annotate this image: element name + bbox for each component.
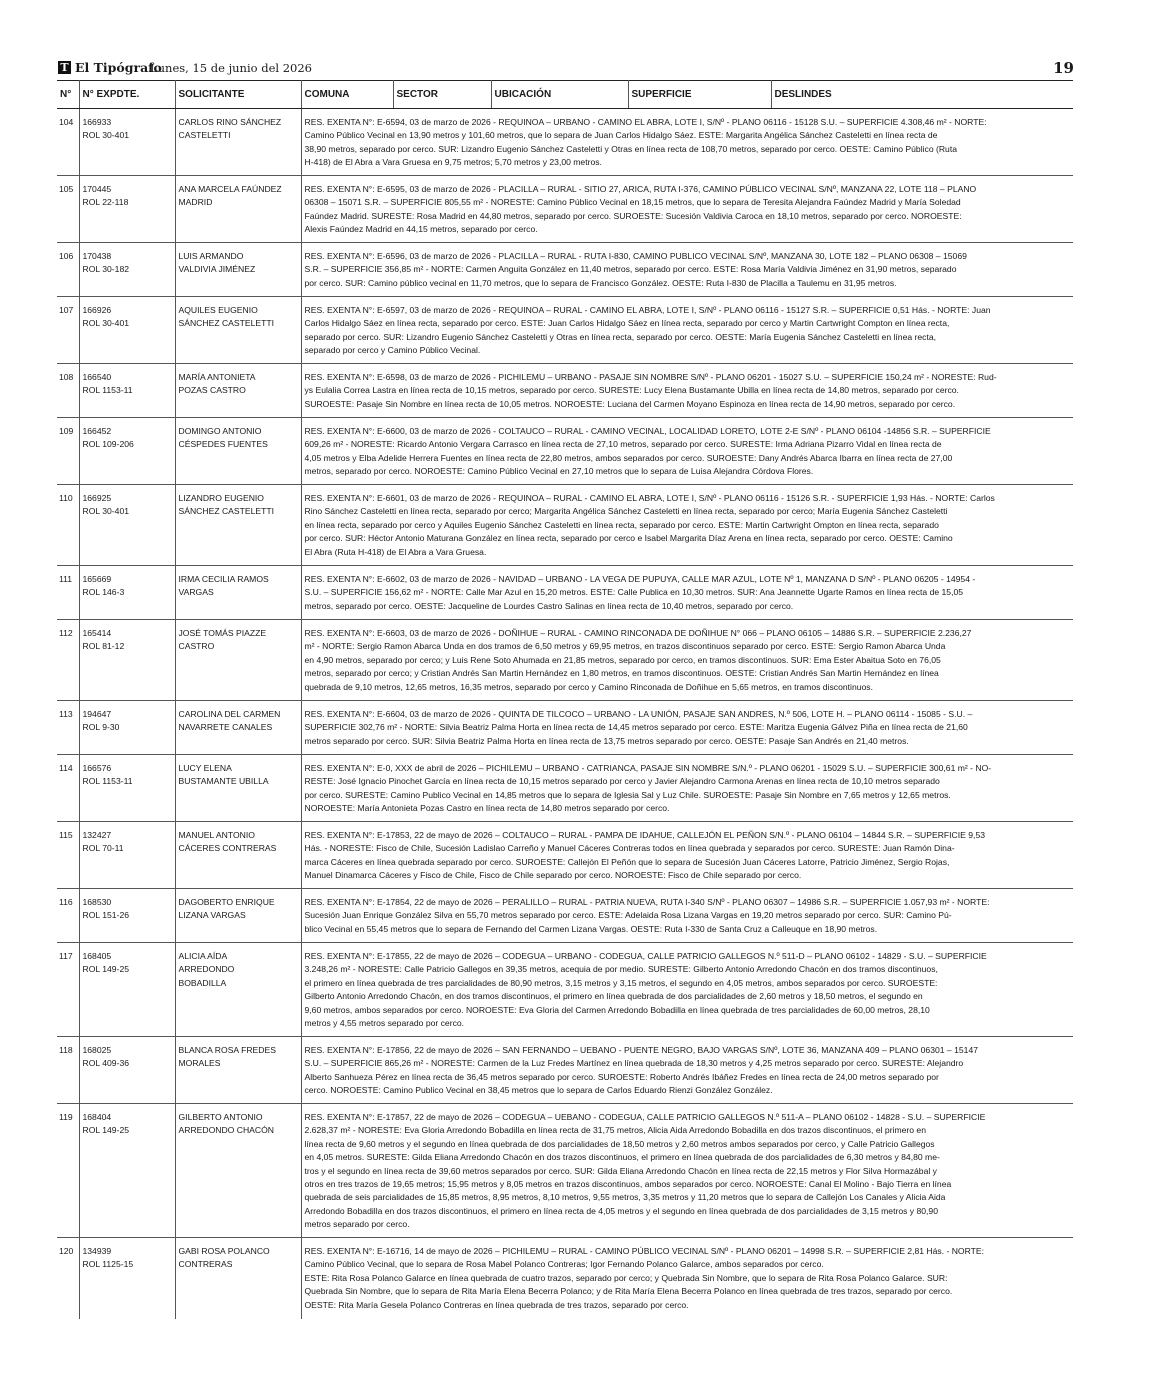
deslindes-text-line: RESTE: José Ignacio Pinochet García en línea recta de 10,15 metros separado por cerco y Javier Alejandro Carmona Arenas en línea recta de 10,10 metros separado [304, 776, 940, 787]
solicitante-cell [175, 1037, 301, 1104]
solicitante-name-line: LUCY ELENA [178, 763, 232, 773]
solicitante-cell [175, 566, 301, 620]
deslindes-cell [301, 364, 1073, 418]
solicitante-name-line: CÁCERES CONTRERAS [178, 843, 277, 854]
deslindes-text-line: 4,05 metros y Elba Adelide Herrera Fuentes en línea recta de 22,80 metros, ambos separados por cerco. SUROESTE: Dany Andrés Abarca Ibarra en línea recta de 27,00 [304, 452, 953, 463]
deslindes-text-line: 06308 – 15071 S.R. – SUPERFICIE 805,55 m² - NORESTE: Camino Público Vecinal en 18,15 metros, que lo separa de Teresita Alejandra Faúndez Madrid y María Soledad [304, 197, 961, 208]
column-header-deslindes: DESLINDES [771, 81, 1073, 109]
expediente-number: 168405 [82, 951, 112, 961]
deslindes-text-line: S.U. – SUPERFICIE 156,62 m² - NORTE: Calle Mar Azul en 15,20 metros. ESTE: Calle Publica en 10,30 metros. SUR: Ana Jeannette Ugarte Ramos en línea recta de 15,05 [304, 587, 964, 598]
table-body [57, 109, 1073, 1319]
row-number: 120 [57, 1238, 79, 1319]
rol-number: ROL 30-401 [82, 318, 129, 329]
solicitante-name-line: CAROLINA DEL CARMEN [178, 709, 281, 719]
rol-number: ROL 109-206 [82, 439, 134, 450]
deslindes-text-line: Carlos Hidalgo Sáez en línea recta, separado por cerco. ESTE: Juan Carlos Hidalgo Sáez en línea recta, separado por cerco y Martin Cartwright Compton en línea recta, [304, 318, 950, 329]
solicitante-name-line: MARÍA ANTONIETA [178, 372, 256, 382]
deslindes-text-line: RES. EXENTA N°: E-0, XXX de abril de 2026 – PICHILEMU – URBANO - CATRIANCA, PASAJE SIN NOMBRE S/N.º - PLANO 06201 - 15029 S.U. – SUPERFICIE 300,61 m² - NO- [304, 763, 992, 773]
deslindes-cell [301, 755, 1073, 822]
solicitante-cell [175, 889, 301, 943]
newspaper-logo-icon: T [58, 61, 71, 74]
deslindes-cell [301, 822, 1073, 889]
deslindes-text-line: RES. EXENTA N°: E-6603, 03 de marzo de 2026 - DOÑIHUE – RURAL - CAMINO RINCONADA DE DOÑIHUE N° 066 – PLANO 06105 – 14886 S.R. – SUPERFICIE 2.236,27 [304, 628, 972, 638]
expediente-number: 168530 [82, 897, 112, 907]
solicitante-name-line: ARREDONDO [178, 964, 235, 975]
solicitante-name-line: BOBADILLA [178, 977, 227, 988]
rol-number: ROL 30-182 [82, 264, 129, 275]
page-number: 19 [1053, 59, 1074, 77]
solicitante-name-line: ANA MARCELA FAÚNDEZ [178, 184, 282, 194]
solicitante-cell [175, 418, 301, 485]
deslindes-text-line: RES. EXENTA N°: E-6604, 03 de marzo de 2026 - QUINTA DE TILCOCO – URBANO - LA UNIÓN, PASAJE SAN ANDRES, N.º 506, LOTE H. – PLANO 06114 - 15085 - S.U. – [304, 709, 973, 719]
column-header-ubicacion: UBICACIÓN [491, 81, 628, 109]
deslindes-text-line: tros y el segundo en línea recta de 39,60 metros separados por cerco. SUR: Gilda Eliana Arredondo Chacón en línea recta de 22,15 metros y Flor Silva Hormazábal y [304, 1165, 937, 1176]
deslindes-text-line: por cerco. SUR: Héctor Antonio Maturana González en línea recta, separado por cerco e Isabel Margarita Díaz Arena en línea recta, separado por cerco. OESTE: Camino [304, 533, 953, 544]
expediente-cell [79, 566, 175, 620]
deslindes-text-line: quebrada de 9,10 metros, 12,65 metros, 16,35 metros, separado por cerco y Camino Rinconada de Doñihue en 5,65 metros, en tramos discontinuos. [304, 681, 873, 692]
deslindes-text-line: separado por cerco y Camino Público Vecinal. [304, 345, 481, 356]
table-row [57, 485, 1073, 566]
deslindes-text-line: RES. EXENTA N°: E-6594, 03 de marzo de 2026 - REQUINOA – URBANO - CAMINO EL ABRA, LOTE I, S/Nº - PLANO 06116 - 15128 S.U. – SUPERFICIE 4.308,46 m² - NORTE: [304, 117, 987, 127]
solicitante-cell [175, 701, 301, 755]
expediente-cell [79, 485, 175, 566]
deslindes-text-line: 38,90 metros, separado por cerco. SUR: Lizandro Eugenio Sánchez Casteletti y Otras en línea recta de 108,70 metros, separado por cerco. OESTE: Camino Público (Ruta [304, 143, 958, 154]
solicitante-cell [175, 297, 301, 364]
deslindes-cell [301, 485, 1073, 566]
solicitante-cell [175, 109, 301, 176]
row-number: 119 [57, 1104, 79, 1238]
deslindes-text-line: el primero en línea quebrada de tres parcialidades de 80,90 metros, 3,15 metros y 3,15 metros, el segundo en 4,05 metros, ambos separados por cerco. SUROESTE: [304, 977, 938, 988]
rol-number: ROL 9-30 [82, 722, 120, 733]
deslindes-text-line: Camino Público Vecinal, que lo separa de Rosa Mabel Polanco Contreras; Igor Fernando Polanco Galarce, ambos separados por cerco. [304, 1259, 824, 1270]
expediente-cell [79, 364, 175, 418]
deslindes-text-line: RES. EXENTA N°: E-16716, 14 de mayo de 2026 – PICHILEMU – RURAL - CAMINO PÚBLICO VECINAL S/Nº - PLANO 06201 – 14998 S.R. – SUPERFICIE 2,81 Hás. - NORTE: [304, 1246, 985, 1256]
table-row [57, 418, 1073, 485]
column-header-expdte: N° EXPDTE. [79, 81, 175, 109]
expediente-cell [79, 1238, 175, 1319]
solicitante-name-line: JOSÉ TOMÁS PIAZZE [178, 628, 267, 638]
deslindes-text-line: Quebrada Sin Nombre, que lo separa de Rita María Elena Becerra Polanco; y de Rita María Elena Becerra Polanco en línea quebrada de tres trazos, separado por cerco. [304, 1286, 953, 1297]
expediente-cell [79, 889, 175, 943]
deslindes-text-line: quebrada de seis parcialidades de 15,85 metros, 8,95 metros, 8,10 metros, 9,55 metros, 3,35 metros y 11,20 metros que lo separa de Callejón Los Canales y Alicia Aida [304, 1192, 946, 1203]
rol-number: ROL 81-12 [82, 641, 125, 652]
solicitante-name-line: GILBERTO ANTONIO [178, 1112, 263, 1122]
rol-number: ROL 149-25 [82, 964, 129, 975]
publication-date: Lunes, 15 de junio del 2026 [150, 61, 312, 75]
deslindes-cell [301, 566, 1073, 620]
row-number: 111 [57, 566, 79, 620]
expediente-cell [79, 1104, 175, 1238]
newspaper-name: El Tipógrafo [75, 60, 162, 75]
solicitante-name-line: AQUILES EUGENIO [178, 305, 258, 315]
table-row [57, 1238, 1073, 1319]
masthead [58, 60, 1074, 78]
table-row [57, 755, 1073, 822]
deslindes-text-line: m² - NORTE: Sergio Ramon Abarca Unda en dos tramos de 6,50 metros y 69,95 metros, en trazos discontinuos separado por cerco. ESTE: Sergio Ramon Abarca Unda [304, 641, 946, 652]
table-header-row [57, 81, 1073, 109]
deslindes-text-line: línea recta de 9,60 metros y el segundo en línea quebrada de dos parcialidades de 18,50 metros y 2,60 metros ambos separados por cerco, y Calle Patricio Gallegos [304, 1138, 935, 1149]
row-number: 108 [57, 364, 79, 418]
deslindes-text-line: S.R. – SUPERFICIE 356,85 m² - NORTE: Carmen Anguita González en 11,40 metros, separado por cerco. ESTE: Rosa María Valdivia Jiménez en 31,90 metros, separado [304, 264, 957, 275]
deslindes-cell [301, 1238, 1073, 1319]
rol-number: ROL 22-118 [82, 197, 129, 208]
expediente-cell [79, 943, 175, 1037]
row-number: 114 [57, 755, 79, 822]
deslindes-text-line: Faúndez Madrid. SURESTE: Rosa Madrid en 44,80 metros, separado por cerco. SUROESTE: Sucesión Valdivia Caroca en 18,10 metros, separado por cerco. NOROESTE: [304, 210, 962, 221]
deslindes-text-line: OESTE: Rita María Gesela Polanco Contreras en línea quebrada de tres trazos, separado por cerco. [304, 1299, 689, 1310]
rol-number: ROL 149-25 [82, 1125, 129, 1136]
row-number: 116 [57, 889, 79, 943]
deslindes-text-line: 609,26 m² - NORESTE: Ricardo Antonio Vergara Carrasco en línea recta de 27,10 metros, separado por cerco. SURESTE: Irma Adriana Pizarro Vidal en línea recta de [304, 439, 942, 450]
expediente-cell [79, 620, 175, 701]
expediente-number: 132427 [82, 830, 112, 840]
solicitante-cell [175, 485, 301, 566]
table-row [57, 364, 1073, 418]
solicitante-name-line: CARLOS RINO SÁNCHEZ [178, 117, 282, 127]
deslindes-text-line: Camino Público Vecinal en 13,90 metros y 101,60 metros, que lo separa de Juan Carlos Hidalgo Sáez. ESTE: Margarita Angélica Sánchez Casteletti en línea recta de [304, 130, 938, 141]
expediente-number: 166925 [82, 493, 112, 503]
deslindes-text-line: Rino Sánchez Casteletti en línea recta, separado por cerco; Margarita Angélica Sánchez Casteletti en línea recta, separado por cerco; María Eugenia Sánchez Casteletti [304, 506, 948, 517]
solicitante-name-line: BLANCA ROSA FREDES [178, 1045, 276, 1055]
solicitante-name-line: IRMA CECILIA RAMOS [178, 574, 269, 584]
table-row [57, 620, 1073, 701]
row-number: 109 [57, 418, 79, 485]
solicitante-cell [175, 620, 301, 701]
rol-number: ROL 1153-11 [82, 385, 133, 396]
deslindes-cell [301, 701, 1073, 755]
solicitante-name-line: ARREDONDO CHACÓN [178, 1125, 274, 1136]
table-row [57, 566, 1073, 620]
deslindes-text-line: Manuel Dinamarca Cáceres y Fisco de Chile, Fisco de Chile separado por cerco. NOROESTE: Fisco de Chile separado por cerco. [304, 870, 802, 881]
expediente-cell [79, 755, 175, 822]
row-number: 115 [57, 822, 79, 889]
solicitante-cell [175, 755, 301, 822]
solicitante-name-line: LUIS ARMANDO [178, 251, 244, 261]
solicitante-name-line: ALICIA AÍDA [178, 951, 228, 961]
solicitante-name-line: CONTRERAS [178, 1259, 233, 1270]
table-row [57, 889, 1073, 943]
table-row [57, 109, 1073, 176]
expediente-cell [79, 297, 175, 364]
solicitante-cell [175, 176, 301, 243]
deslindes-text-line: NOROESTE: María Antonieta Pozas Castro en línea recta de 14,80 metros separado por cerco. [304, 803, 670, 814]
deslindes-text-line: metros, separado por cerco. NOROESTE: Camino Público Vecinal en 27,10 metros que lo separa de Luisa Alejandra Córdova Flores. [304, 466, 814, 477]
solicitante-name-line: MANUEL ANTONIO [178, 830, 255, 840]
row-number: 117 [57, 943, 79, 1037]
expediente-number: 166452 [82, 426, 112, 436]
solicitante-name-line: BUSTAMANTE UBILLA [178, 776, 269, 787]
deslindes-cell [301, 109, 1073, 176]
deslindes-text-line: RES. EXENTA N°: E-6598, 03 de marzo de 2026 - PICHILEMU – URBANO - PASAJE SIN NOMBRE S/Nº - PLANO 06201 - 15027 S.U. – SUPERFICIE 150,24 m² - NORESTE: Rud- [304, 372, 997, 382]
row-number: 118 [57, 1037, 79, 1104]
deslindes-text-line: en 4,90 metros, separado por cerco; y Luis Rene Soto Ahumada en 21,85 metros, separado por cerco, en tramos discontinuos. SUR: Ema Ester Abaitua Soto en 76,05 [304, 654, 941, 665]
solicitante-name-line: MORALES [178, 1058, 221, 1069]
deslindes-text-line: RES. EXENTA N°: E-17856, 22 de mayo de 2026 – SAN FERNANDO – UEBANO - PUENTE NEGRO, BAJO VARGAS S/Nº, LOTE 36, MANZANA 409 – PLANO 06301 – 15147 [304, 1045, 978, 1055]
deslindes-text-line: Arredondo Bobadilla en dos trazos discontinuos, el primero en línea recta de 4,05 metros y el segundo en línea quebrada de dos parcialidades de 3,15 metros y 80,90 [304, 1205, 938, 1216]
table-row [57, 943, 1073, 1037]
row-number: 113 [57, 701, 79, 755]
deslindes-cell [301, 1104, 1073, 1238]
deslindes-text-line: RES. EXENTA N°: E-6602, 03 de marzo de 2026 - NAVIDAD – URBANO - LA VEGA DE PUPUYA, CALLE MAR AZUL, LOTE Nº 1, MANZANA D S/Nº - PLANO 06205 - 14954 - [304, 574, 976, 584]
solicitante-cell [175, 943, 301, 1037]
solicitante-name-line: VARGAS [178, 587, 214, 598]
deslindes-text-line: Alberto Sanhueza Pérez en línea recta de 36,45 metros separado por cerco. SUROESTE: Roberto Andrés Ibáñez Fredes en línea recta de 24,00 metros separado por [304, 1071, 939, 1082]
expediente-number: 134939 [82, 1246, 112, 1256]
solicitante-name-line: LIZANDRO EUGENIO [178, 493, 264, 503]
deslindes-text-line: RES. EXENTA N°: E-17854, 22 de mayo de 2026 – PERALILLO – RURAL - PATRIA NUEVA, RUTA I-340 S/Nº - PLANO 06307 – 14986 S.R. – SUPERFICIE 1.057,93 m² - NORTE: [304, 897, 990, 907]
deslindes-text-line: metros separado por cerco. [304, 1219, 410, 1230]
deslindes-text-line: RES. EXENTA N°: E-6595, 03 de marzo de 2026 - PLACILLA – RURAL - SITIO 27, ARICA, RUTA I-376, CAMINO PÚBLICO VECINAL S/Nº, MANZANA 22, LOTE 118 – PLANO [304, 184, 977, 194]
deslindes-text-line: ESTE: Rita Rosa Polanco Galarce en línea quebrada de cuatro trazos, separado por cerco; y Quebrada Sin Nombre, que lo separa de Rita Rosa Polanco Galarce. SUR: [304, 1272, 948, 1283]
deslindes-cell [301, 943, 1073, 1037]
deslindes-text-line: blico Vecinal en 55,45 metros que lo separa de Fernando del Carmen Lizana Vargas. OESTE: Ruta I-330 de Santa Cruz a Calleuque en 18,90 metros. [304, 923, 878, 934]
table-row [57, 1104, 1073, 1238]
solicitante-name-line: NAVARRETE CANALES [178, 722, 273, 733]
expediente-cell [79, 701, 175, 755]
rol-number: ROL 70-11 [82, 843, 124, 854]
deslindes-text-line: por cerco. SUR: Camino público vecinal en 11,70 metros, que lo separa de Francisco González. OESTE: Ruta I-830 de Placilla a Taulemu en 31,95 metros. [304, 277, 897, 288]
deslindes-cell [301, 1037, 1073, 1104]
solicitante-name-line: POZAS CASTRO [178, 385, 246, 396]
deslindes-text-line: otros en tres trazos de 19,65 metros; 15,95 metros y 8,05 metros en trazos discontinuos, ambos separados por cerco. NOROESTE: Canal El Molino - Bajo Tierra en línea [304, 1179, 952, 1190]
solicitante-name-line: MADRID [178, 197, 213, 208]
deslindes-cell [301, 297, 1073, 364]
deslindes-text-line: por cerco. SURESTE: Camino Publico Vecinal en 14,85 metros que lo separa de Iglesia Sal y Luz Chile. SUROESTE: Pasaje Sin Nombre en 7,65 metros y 12,65 metros. [304, 789, 951, 800]
deslindes-text-line: RES. EXENTA N°: E-6597, 03 de marzo de 2026 - REQUINOA – RURAL - CAMINO EL ABRA, LOTE I, S/Nº - PLANO 06116 - 15127 S.R. – SUPERFICIE 0,51 Hás. - NORTE: Juan [304, 305, 991, 315]
table-row [57, 243, 1073, 297]
rol-number: ROL 30-401 [82, 130, 129, 141]
solicitante-name-line: DOMINGO ANTONIO [178, 426, 262, 436]
table-row [57, 822, 1073, 889]
column-header-sector: SECTOR [393, 81, 491, 109]
solicitante-cell [175, 1104, 301, 1238]
solicitante-name-line: CÉSPEDES FUENTES [178, 439, 268, 450]
deslindes-text-line: ys Eulalia Correa Lastra en línea recta de 10,15 metros, separado por cerco. SURESTE: Lucy Elena Bustamante Ubilla en línea recta de 14,80 metros, separado por cerco. [304, 385, 959, 396]
column-header-solicitante: SOLICITANTE [175, 81, 301, 109]
solicitante-name-line: SÁNCHEZ CASTELETTI [178, 506, 275, 517]
deslindes-text-line: en línea recta, separado por cerco y Aquiles Eugenio Sánchez Casteletti en línea recta, separado por cerco. ESTE: Martin Cartwright Ompton en línea recta, separado [304, 519, 939, 530]
expediente-number: 168404 [82, 1112, 112, 1122]
column-header-n: N° [57, 81, 79, 109]
rol-number: ROL 30-401 [82, 506, 129, 517]
deslindes-text-line: 9,60 metros, ambos separados por cerco. NOROESTE: Eva Gloria del Carmen Arredondo Bobadilla en línea quebrada de tres parcialidades de 60,00 metros, 28,10 [304, 1004, 930, 1015]
solicitante-cell [175, 822, 301, 889]
deslindes-text-line: metros, separado por cerco. OESTE: Jacqueline de Lourdes Castro Salinas en línea recta de 10,40 metros, separado por cerco. [304, 600, 794, 611]
expediente-number: 166540 [82, 372, 112, 382]
deslindes-text-line: SUROESTE: Pasaje Sin Nombre en línea recta de 10,05 metros. NOROESTE: Luciana del Carmen Moyano Espinoza en línea recta de 14,90 metros, separado por cerco. [304, 398, 956, 409]
solicitante-name-line: GABI ROSA POLANCO [178, 1246, 270, 1256]
expediente-number: 165669 [82, 574, 112, 584]
table-row [57, 1037, 1073, 1104]
deslindes-text-line: SUPERFICIE 302,76 m² - NORTE: Silvia Beatriz Palma Horta en línea recta de 14,45 metros separado por cerco. ESTE: Maritza Eugenia Gálvez Piña en línea recta de 21,60 [304, 722, 968, 733]
deslindes-text-line: H-418) de El Abra a Vara Gruesa en 9,75 metros; 5,70 metros y 23,00 metros. [304, 157, 602, 168]
expediente-number: 168025 [82, 1045, 112, 1055]
solicitante-name-line: SÁNCHEZ CASTELETTI [178, 318, 275, 329]
deslindes-text-line: RES. EXENTA N°: E-17855, 22 de mayo de 2026 – CODEGUA – URBANO - CODEGUA, CALLE PATRICIO GALLEGOS N.º 511-D – PLANO 06102 - 14829 - S.U. – SUPERFICIE [304, 951, 987, 961]
table-row [57, 176, 1073, 243]
solicitante-cell [175, 1238, 301, 1319]
row-number: 104 [57, 109, 79, 176]
deslindes-text-line: RES. EXENTA N°: E-17853, 22 de mayo de 2026 – COLTAUCO – RURAL - PAMPA DE IDAHUE, CALLEJÓN EL PEÑON S/N.º - PLANO 06104 – 14844 S.R. – SUPERFICIE 9,53 [304, 830, 986, 840]
column-header-superficie: SUPERFICIE [628, 81, 771, 109]
deslindes-text-line: metros, separado por cerco; y Cristian Andrés San Martin Hernández en 1,80 metros, en tramos discontinuos. OESTE: Cristian Andrés San Martin Hernández en línea [304, 668, 939, 679]
deslindes-text-line: metros y 4,55 metros separado por cerco. [304, 1018, 465, 1029]
solicitante-cell [175, 364, 301, 418]
expediente-cell [79, 822, 175, 889]
expediente-number: 170438 [82, 251, 112, 261]
row-number: 112 [57, 620, 79, 701]
expediente-number: 166926 [82, 305, 112, 315]
expediente-number: 170445 [82, 184, 112, 194]
deslindes-text-line: Sucesión Juan Enrique González Silva en 55,70 metros separado por cerco. ESTE: Adelaida Rosa Lizana Vargas en 19,20 metros separado por cerco. SUR: Camino Pú- [304, 910, 952, 921]
deslindes-text-line: Alexis Faúndez Madrid en 44,15 metros, separado por cerco. [304, 224, 538, 235]
deslindes-cell [301, 889, 1073, 943]
solicitante-name-line: DAGOBERTO ENRIQUE [178, 897, 275, 907]
row-number: 107 [57, 297, 79, 364]
expediente-number: 165414 [82, 628, 112, 638]
deslindes-text-line: Hás. - NORESTE: Fisco de Chile, Sucesión Ladislao Carreño y Manuel Cáceres Contreras todos en línea quebrada y separados por cerco. SURESTE: Juan Ramón Dina- [304, 843, 955, 854]
rol-number: ROL 1125-15 [82, 1259, 134, 1270]
rol-number: ROL 409-36 [82, 1058, 129, 1069]
expediente-cell [79, 1037, 175, 1104]
deslindes-text-line: S.U. – SUPERFICIE 865,26 m² - NORESTE: Carmen de la Luz Fredes Martínez en línea quebrada de 18,30 metros y 4,25 metros separado por cerco. SURESTE: Alejandro [304, 1058, 964, 1069]
solicitante-name-line: VALDIVIA JIMÉNEZ [178, 264, 256, 275]
registry-table [57, 80, 1073, 1319]
deslindes-text-line: separado por cerco. SUR: Lizandro Eugenio Sánchez Casteletti y Otras en línea recta, separado por cerco. OESTE: María Eugenia Sánchez Casteletti en línea recta, [304, 331, 937, 342]
rol-number: ROL 146-3 [82, 587, 125, 598]
row-number: 110 [57, 485, 79, 566]
expediente-cell [79, 418, 175, 485]
solicitante-name-line: LIZANA VARGAS [178, 910, 246, 921]
deslindes-cell [301, 243, 1073, 297]
expediente-number: 194647 [82, 709, 112, 719]
deslindes-text-line: 2.628,37 m² - NORESTE: Eva Gloria Arredondo Bobadilla en línea recta de 31,75 metros, Alicia Aida Arredondo Bobadilla en dos trazos discontinuos, el primero en [304, 1125, 926, 1136]
deslindes-text-line: 3.248,26 m² - NORESTE: Calle Patricio Gallegos en 39,35 metros, acequia de por medio. SURESTE: Gilberto Antonio Arredondo Chacón en dos tramos discontinuos, [304, 964, 938, 975]
deslindes-text-line: RES. EXENTA N°: E-6596, 03 de marzo de 2026 - PLACILLA – RURAL - RUTA I-830, CAMINO PUBLICO VECINAL S/Nº, MANZANA 30, LOTE 182 – PLANO 06308 – 15069 [304, 251, 967, 261]
table-row [57, 701, 1073, 755]
expediente-cell [79, 176, 175, 243]
solicitante-cell [175, 243, 301, 297]
solicitante-name-line: CASTELETTI [178, 130, 231, 141]
registry-table-container [57, 80, 1073, 1330]
rol-number: ROL 151-26 [82, 910, 129, 921]
solicitante-name-line: CASTRO [178, 641, 215, 652]
deslindes-text-line: en 4,05 metros. SURESTE: Gilda Eliana Arredondo Chacón en dos trazos discontinuos, el primero en línea quebrada de dos parcialidades de 6,30 metros y 84,80 me- [304, 1152, 940, 1163]
deslindes-text-line: Gilberto Antonio Arredondo Chacón, en dos tramos discontinuos, el primero en línea quebrada de dos parcialidades de 2,60 metros y 18,50 metros, el segundo en [304, 991, 923, 1002]
row-number: 105 [57, 176, 79, 243]
deslindes-text-line: RES. EXENTA N°: E-6600, 03 de marzo de 2026 - COLTAUCO – RURAL - CAMINO VECINAL, LOCALIDAD LORETO, LOTE 2-E S/Nº - PLANO 06104 -14856 S.R. – SUPERFICIE [304, 426, 991, 436]
expediente-number: 166933 [82, 117, 112, 127]
table-row [57, 297, 1073, 364]
deslindes-cell [301, 176, 1073, 243]
deslindes-text-line: El Abra (Ruta H-418) de El Abra a Vara Gruesa. [304, 546, 487, 557]
column-header-comuna: COMUNA [301, 81, 393, 109]
rol-number: ROL 1153-11 [82, 776, 133, 787]
expediente-number: 166576 [82, 763, 112, 773]
expediente-cell [79, 109, 175, 176]
row-number: 106 [57, 243, 79, 297]
deslindes-text-line: RES. EXENTA N°: E-17857, 22 de mayo de 2026 – CODEGUA – UEBANO - CODEGUA, CALLE PATRICIO GALLEGOS N.º 511-A – PLANO 06102 - 14828 - S.U. – SUPERFICIE [304, 1112, 986, 1122]
deslindes-cell [301, 418, 1073, 485]
expediente-cell [79, 243, 175, 297]
deslindes-text-line: cerco. NOROESTE: Camino Publico Vecinal en 38,45 metros que lo separa de Carlos Eduardo Rienzi González González. [304, 1085, 773, 1096]
deslindes-text-line: metros separado por cerco. SUR: Silvia Beatriz Palma Horta en línea recta de 13,75 metros separado por cerco. OESTE: Pasaje San Andrés en 21,40 metros. [304, 735, 909, 746]
deslindes-cell [301, 620, 1073, 701]
deslindes-text-line: marca Cáceres en línea quebrada separado por cerco. SUROESTE: Callejón El Peñón que lo separa de Sucesión Juan Cáceres Latorre, Patricio Jiménez, Sergio Rojas, [304, 856, 950, 867]
deslindes-text-line: RES. EXENTA N°: E-6601, 03 de marzo de 2026 - REQUINOA – RURAL - CAMINO EL ABRA, LOTE I, S/Nº - PLANO 06116 - 15126 S.R. - SUPERFICIE 1,93 Hás. - NORTE: Carlos [304, 493, 995, 503]
